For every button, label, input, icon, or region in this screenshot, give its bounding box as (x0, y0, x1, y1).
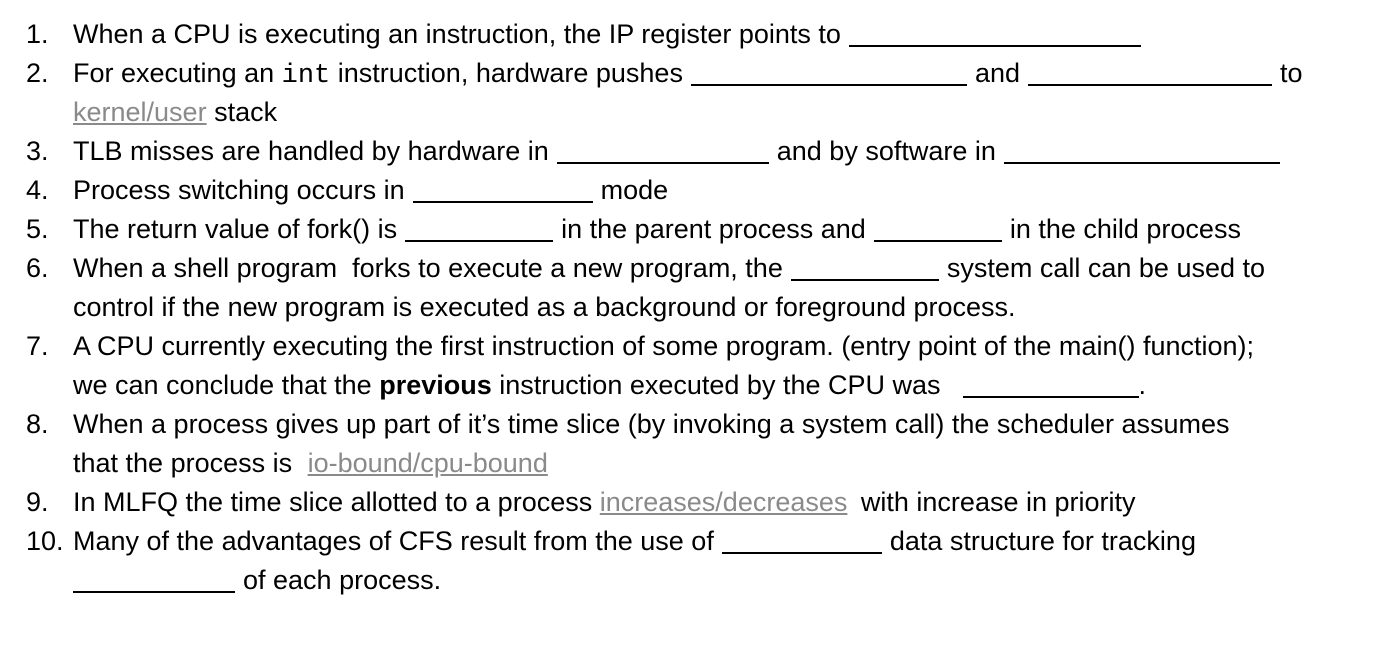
question-text: stack (214, 97, 278, 127)
question-number: 10. (26, 526, 64, 556)
question-text: When a CPU is executing an instruction, the IP register points to (73, 19, 841, 49)
question-number: 8. (26, 409, 49, 439)
answer-blank[interactable] (405, 213, 553, 242)
question-text: data structure for tracking (889, 526, 1196, 556)
question-text: that the process is (73, 448, 293, 478)
question-number: 3. (26, 136, 49, 166)
answer-blank[interactable] (73, 564, 235, 593)
question-text: A CPU currently executing the first instruction of some program. (entry point of the main() function); (73, 331, 1254, 361)
question-line (73, 366, 1364, 405)
question-line (73, 249, 1364, 288)
question-line (73, 483, 1364, 522)
question-number: 1. (26, 19, 49, 49)
question-line (73, 405, 1364, 444)
question-number: 4. (26, 175, 49, 205)
question-line (73, 132, 1364, 171)
question-line (73, 210, 1364, 249)
question-9 (0, 483, 1394, 522)
question-text: instruction executed by the CPU was (499, 370, 941, 400)
answer-blank[interactable] (963, 369, 1139, 398)
question-text: In MLFQ the time slice allotted to a process (73, 487, 593, 517)
question-text: we can conclude that the (73, 370, 372, 400)
answer-blank[interactable] (874, 213, 1002, 242)
answer-blank[interactable] (557, 135, 769, 164)
sentence-end: . (1138, 370, 1147, 400)
question-3 (0, 132, 1394, 171)
emphasis-text: previous (379, 370, 492, 400)
question-line (73, 15, 1364, 54)
question-text: in the parent process and (561, 214, 866, 244)
question-text: Process switching occurs in (73, 175, 405, 205)
question-text: Many of the advantages of CFS result from the use of (73, 526, 714, 556)
answer-blank[interactable] (849, 18, 1141, 47)
question-line (73, 93, 1364, 132)
question-line (73, 54, 1364, 93)
question-number: 5. (26, 214, 49, 244)
answer-blank[interactable] (1004, 135, 1280, 164)
question-6 (0, 249, 1394, 327)
question-7 (0, 327, 1394, 405)
question-text: For executing an (73, 58, 275, 88)
question-line (73, 522, 1364, 561)
question-2 (0, 54, 1394, 132)
question-1 (0, 15, 1394, 54)
question-text: control if the new program is executed as a background or foreground process. (73, 292, 1016, 322)
question-5 (0, 210, 1394, 249)
question-line (73, 171, 1364, 210)
question-number: 6. (26, 253, 49, 283)
question-text: to (1280, 58, 1303, 88)
question-number: 7. (26, 331, 49, 361)
question-text: with increase in priority (860, 487, 1136, 517)
answer-blank[interactable] (691, 57, 967, 86)
answer-blank[interactable] (1028, 57, 1272, 86)
question-text: and by software in (776, 136, 996, 166)
question-text: instruction, hardware pushes (337, 58, 683, 88)
answer-blank[interactable] (722, 525, 882, 554)
question-8 (0, 405, 1394, 483)
question-4 (0, 171, 1394, 210)
answer-blank[interactable] (413, 174, 593, 203)
question-text: mode (600, 175, 669, 205)
question-text: and (974, 58, 1021, 88)
question-text: When a shell program forks to execute a new program, the (73, 253, 783, 283)
question-line (73, 561, 1364, 600)
question-text: system call can be used to (946, 253, 1266, 283)
code-keyword: int (281, 61, 331, 91)
question-text: When a process gives up part of it’s time slice (by invoking a system call) the scheduler assumes (73, 409, 1230, 439)
fill-in-blank-question-list (0, 15, 1394, 600)
question-line (73, 444, 1364, 483)
question-line (73, 288, 1364, 327)
question-10 (0, 522, 1394, 600)
answer-blank[interactable] (791, 252, 939, 281)
question-number: 2. (26, 58, 49, 88)
question-number: 9. (26, 487, 49, 517)
question-text: of each process. (243, 565, 442, 595)
question-line (73, 327, 1364, 366)
choice-option[interactable]: io-bound/cpu-bound (307, 448, 548, 478)
question-text: TLB misses are handled by hardware in (73, 136, 549, 166)
question-text: in the child process (1009, 214, 1241, 244)
choice-option[interactable]: increases/decreases (599, 487, 848, 517)
question-text: The return value of fork() is (73, 214, 398, 244)
choice-option[interactable]: kernel/user (73, 97, 207, 127)
